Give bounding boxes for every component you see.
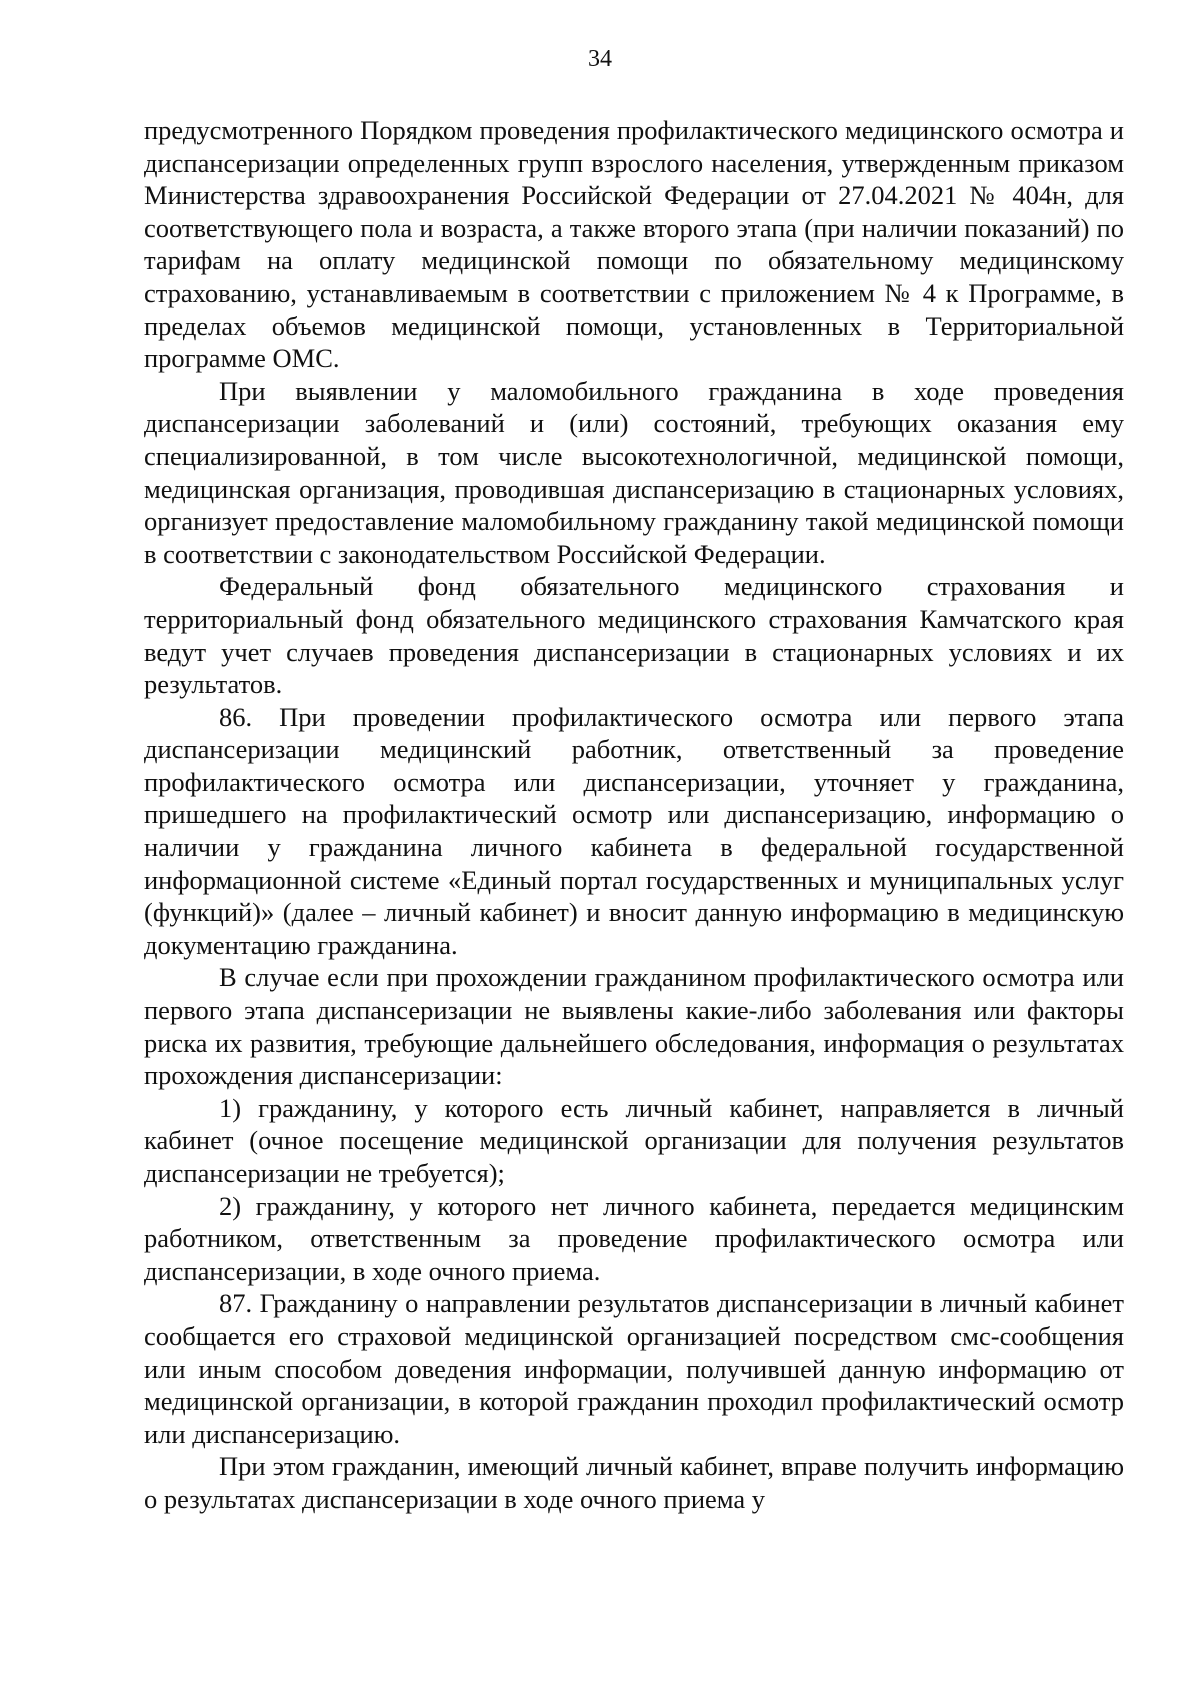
paragraph-no-risk-factors: В случае если при прохождении гражданином профилактического осмотра или первого этапа диспансеризации не выявлены какие-либо заболевания или факторы риска их развития, требующие дальнейшего обследования, информация о результатах прохождения диспансеризации: [144,962,1124,1091]
document-body [144,114,1124,1516]
list-item-2: 2) гражданину, у которого нет личного кабинета, передается медицинским работником, ответственным за проведение профилактического осмотра или диспансеризации, в ходе очного приема. [144,1190,1124,1286]
paragraph-funds-accounting: Федеральный фонд обязательного медицинского страхования и территориальный фонд обязательного медицинского страхования Камчатского края ведут учет случаев проведения диспансеризации в стационарных условиях и их результатов. [144,571,1124,700]
list-item-1: 1) гражданину, у которого есть личный кабинет, направляется в личный кабинет (очное посещение медицинской организации для получения результатов диспансеризации не требуется); [144,1092,1124,1188]
paragraph-87: 87. Гражданину о направлении результатов диспансеризации в личный кабинет сообщается его страховой медицинской организацией посредством смс-сообщения или иным способом доведения информации, получившей данную информацию от медицинской организации, в которой гражданин проходил профилактический осмотр или диспансеризацию. [144,1288,1124,1449]
paragraph-86: 86. При проведении профилактического осмотра или первого этапа диспансеризации медицинский работник, ответственный за проведение профилактического осмотра или диспансеризации, уточняет у гражданина, пришедшего на профилактический осмотр или диспансеризацию, информацию о наличии у гражданина личного кабинета в федеральной государственной информационной системе «Единый портал государственных и муниципальных услуг (функций)» (далее – личный кабинет) и вносит данную информацию в медицинскую документацию гражданина. [144,701,1124,960]
paragraph-in-person: При этом гражданин, имеющий личный кабинет, вправе получить информацию о результатах диспансеризации в ходе очного приема у [144,1451,1124,1514]
page-number: 34 [588,46,612,72]
paragraph-continuation: предусмотренного Порядком проведения профилактического медицинского осмотра и диспансеризации определенных групп взрослого населения, утвержденным приказом Министерства здравоохранения Российской Федерации от 27.04.2021 № 404н, для соответствующего пола и возраста, а также второго этапа (при наличии показаний) по тарифам на оплату медицинской помощи по обязательному медицинскому страхованию, устанавливаемым в соответствии с приложением № 4 к Программе, в пределах объемов медицинской помощи, установленных в Территориальной программе ОМС. [144,115,1124,374]
paragraph-low-mobility: При выявлении у маломобильного гражданина в ходе проведения диспансеризации заболеваний и (или) состояний, требующих оказания ему специализированной, в том числе высокотехнологичной, медицинской помощи, медицинская организация, проводившая диспансеризацию в стационарных условиях, организует предоставление маломобильному гражданину такой медицинской помощи в соответствии с законодательством Российской Федерации. [144,375,1124,569]
